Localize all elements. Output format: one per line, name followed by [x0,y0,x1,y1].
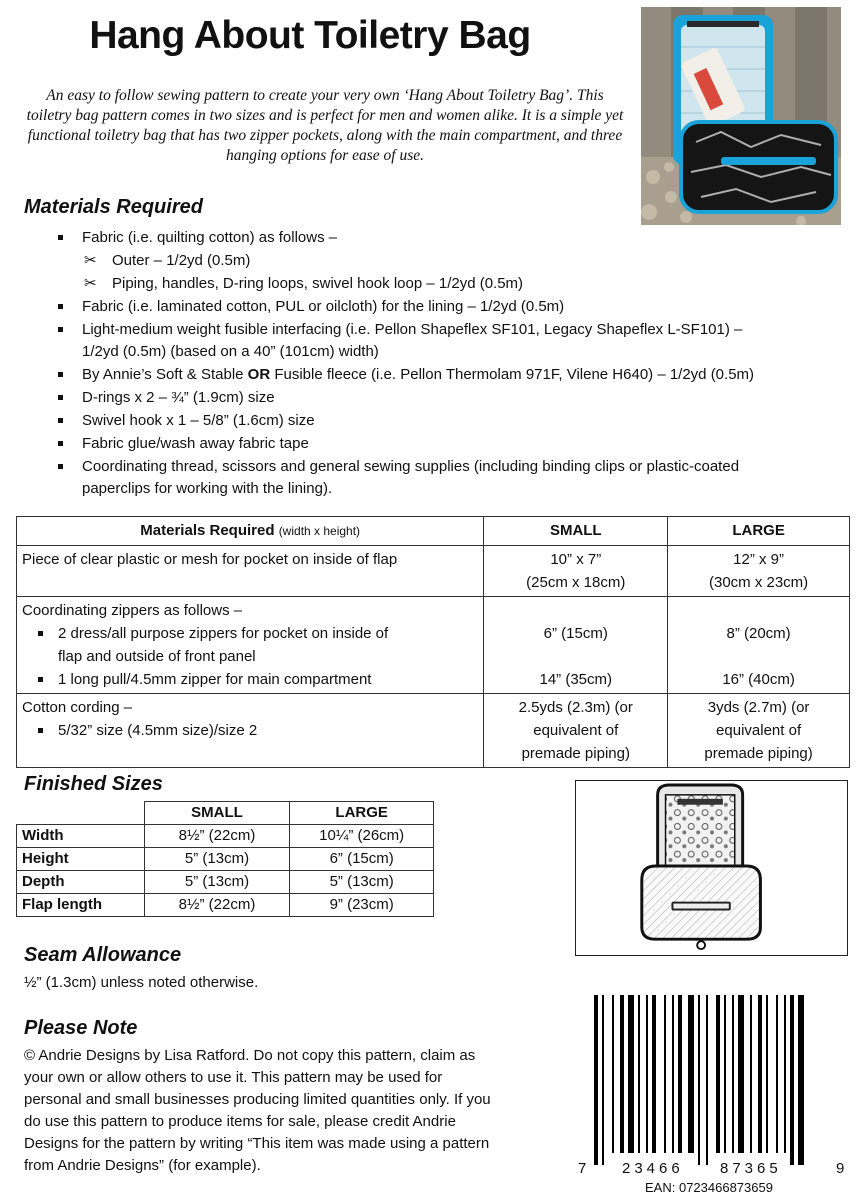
barcode-bar [738,995,744,1153]
table-cell: 2.5yds (2.3m) (or equivalent of premade piping) [484,694,668,768]
ean-number: EAN: 0723466873659 [645,1180,773,1195]
barcode-bar [724,995,726,1153]
bag-line-drawing [575,780,848,956]
barcode-bar [750,995,752,1153]
barcode-bar [776,995,778,1153]
please-note-text: © Andrie Designs by Lisa Ratford. Do not copy this pattern, claim as your own or allow others to use it. This pattern may be used for personal and small businesses producing limited quantities only. If you do use this pattern to produce items for sale, please credit Andrie Designs for the pattern by writing “This item was made using a pattern from Andrie Designs” (for example). [24,1047,491,1174]
list-item: Fabric (i.e. laminated cotton, PUL or oilcloth) for the lining – 1/2yd (0.5m) [56,295,846,318]
barcode-bar [798,995,804,1165]
table-header-row [17,802,434,825]
barcode-bar [664,995,666,1153]
barcode-digit-last: 9 [836,1160,845,1177]
barcode-digit-first: 7 [578,1160,587,1177]
barcode-bar [716,995,720,1153]
page-title: Hang About Toiletry Bag [89,14,531,57]
table-row [17,597,850,694]
barcode-digits-right: 87365 [720,1160,782,1177]
table-cell: 3yds (2.7m) (or equivalent of premade piping) [668,694,850,768]
table-header-cell: SMALL [144,802,290,825]
barcode-bar [698,995,700,1165]
seam-allowance-heading: Seam Allowance [24,944,182,966]
table-row: Depth 5” (13cm) 5” (13cm) [17,871,434,894]
list-item: 5/32” size (4.5mm size)/size 2 [22,719,478,742]
table-cell: 6” (15cm) 14” (35cm) [484,597,668,694]
table-header-cell: SMALL [484,517,668,546]
list-item: Swivel hook x 1 – 5/8” (1.6cm) size [56,409,846,432]
scissors-icon: ✂ [84,252,97,269]
barcode-bar [758,995,762,1153]
finished-sizes-heading: Finished Sizes [24,773,163,795]
barcode-bar [620,995,624,1153]
barcode-bar [628,995,634,1153]
barcode-bar [790,995,794,1165]
barcode-bar [646,995,648,1153]
finished-sizes-table [16,801,434,917]
list-item: By Annie’s Soft & Stable OR Fusible fleece (i.e. Pellon Thermolam 971F, Vilene H640) – 1/2yd (0.5m) [56,363,846,386]
please-note-heading: Please Note [24,1017,138,1039]
barcode-bar [678,995,682,1153]
barcode-bar [638,995,640,1153]
list-item: Fabric (i.e. quilting cotton) as follows – [56,226,846,249]
table-row: Height 5” (13cm) 6” (15cm) [17,848,434,871]
list-item: D-rings x 2 – ¾” (1.9cm) size [56,386,846,409]
barcode [590,995,828,1165]
table-cell: 10” x 7” (25cm x 18cm) [484,546,668,597]
product-photo [641,7,841,225]
barcode-bar [672,995,674,1153]
barcode-bar [766,995,768,1153]
table-cell: Coordinating zippers as follows – 2 dress/all purpose zippers for pocket on inside of flap and outside of front panel 1 long pull/4.5mm zipper for main compartment [17,597,484,694]
list-item-continued: 1/2yd (0.5m) (based on a 40” (101cm) width) [82,343,379,360]
materials-heading: Materials Required [24,196,203,218]
table-cell: Cotton cording – 5/32” size (4.5mm size)/size 2 [17,694,484,768]
barcode-bar [602,995,604,1165]
barcode-bar [706,995,708,1165]
list-item: Fabric glue/wash away fabric tape [56,432,846,455]
table-row [17,694,850,768]
table-row [17,546,850,597]
list-item: Coordinating thread, scissors and general sewing supplies (including binding clips or plastic-coated [56,455,846,478]
barcode-bar [594,995,598,1165]
barcode-bar [732,995,734,1153]
barcode-bar [652,995,656,1153]
list-item: ✂ Outer – 1/2yd (0.5m) [56,249,846,272]
table-header-cell: LARGE [290,802,434,825]
table-row: Width 8½” (22cm) 10¼” (26cm) [17,825,434,848]
list-item: Light-medium weight fusible interfacing (i.e. Pellon Shapeflex SF101, Legacy Shapeflex L-SF101) – [56,318,846,341]
table-header-row [17,517,850,546]
seam-allowance-text: ½” (1.3cm) unless noted otherwise. [24,974,259,991]
table-header-cell: LARGE [668,517,850,546]
table-header-cell: Materials Required (width x height) [17,517,484,546]
table-cell: Piece of clear plastic or mesh for pocket on inside of flap [17,546,484,597]
barcode-bar [612,995,614,1153]
barcode-bar [784,995,786,1153]
materials-list [56,226,846,500]
list-item: 2 dress/all purpose zippers for pocket on inside of flap and outside of front panel [22,622,478,668]
list-item: ✂ Piping, handles, D-ring loops, swivel hook loop – 1/2yd (0.5m) [56,272,846,295]
list-item-continued: paperclips for working with the lining). [82,480,333,497]
table-row: Flap length 8½” (22cm) 9” (23cm) [17,894,434,917]
scissors-icon: ✂ [84,275,97,292]
list-item: 1 long pull/4.5mm zipper for main compartment [22,668,478,691]
barcode-bar [688,995,694,1153]
intro-paragraph: An easy to follow sewing pattern to create your very own ‘Hang About Toiletry Bag’. This toiletry bag pattern comes in two sizes and is perfect for men and women alike. It is a simple yet functional toiletry bag that has two zipper pockets, along with the main compartment, and three hanging options for ease of use. [26,87,624,164]
materials-size-table [16,516,850,768]
table-cell: 8” (20cm) 16” (40cm) [668,597,850,694]
table-cell: 12” x 9” (30cm x 23cm) [668,546,850,597]
barcode-digits-left: 23466 [622,1160,684,1177]
